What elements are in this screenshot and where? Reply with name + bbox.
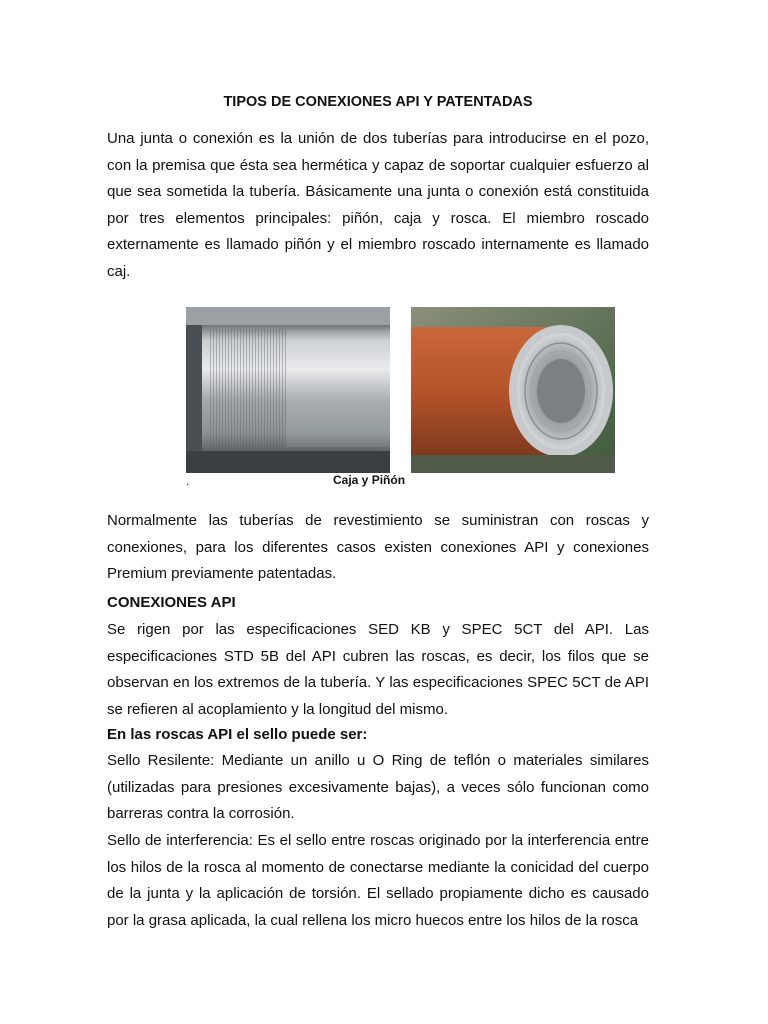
paragraph-sello-resilente: Sello Resilente: Mediante un anillo u O Ring de teflón o materiales similares (utilizadas para presiones excesivamente bajas), a veces sólo funcionan como barreras contra la corrosión. <box>107 752 649 823</box>
paragraph-especificaciones: Se rigen por las especificaciones SED KB y SPEC 5CT del API. Las especificaciones STD 5B del API cubren las roscas, es decir, los filos que se observan en los extremos de la tubería. Y las especificaciones SPEC 5CT de API se refieren al acoplamiento y la longitud del mismo. <box>107 621 649 718</box>
pin-thread-photo <box>186 307 390 473</box>
figure-caption: Caja y Piñón <box>333 473 406 487</box>
paragraph-revestimiento: Normalmente las tuberías de revestimiento se suministran con roscas y conexiones, para los diferentes casos existen conexiones API y conexiones Premium previamente patentadas. <box>107 512 649 583</box>
paragraph-sello-interferencia: Sello de interferencia: Es el sello entre roscas originado por la interferencia entre los hilos de la rosca al momento de conectarse mediante la conicidad del cuerpo de la junta y la aplicación de torsión. El sellado propiamente dicho es causado por la grasa aplicada, la cual rellena los micro huecos entre los hilos de la rosca <box>107 832 649 929</box>
heading-conexiones-api: CONEXIONES API <box>107 594 236 611</box>
heading-sello: En las roscas API el sello puede ser: <box>107 726 368 743</box>
box-coupling-image <box>411 307 615 473</box>
figure-dot: . <box>186 474 190 488</box>
document-title: TIPOS DE CONEXIONES API Y PATENTADAS <box>223 94 533 110</box>
pin-thread-image <box>186 307 390 473</box>
box-coupling-photo <box>411 307 615 473</box>
intro-paragraph: Una junta o conexión es la unión de dos tuberías para introducirse en el pozo, con la premisa que ésta sea hermética y capaz de soportar cualquier esfuerzo al que sea sometida la tubería. Básicamente una junta o conexión está constituida por tres elementos principales: piñón, caja y rosca. El miembro roscado externamente es llamado piñón y el miembro roscado internamente es llamado caj. <box>107 130 649 280</box>
